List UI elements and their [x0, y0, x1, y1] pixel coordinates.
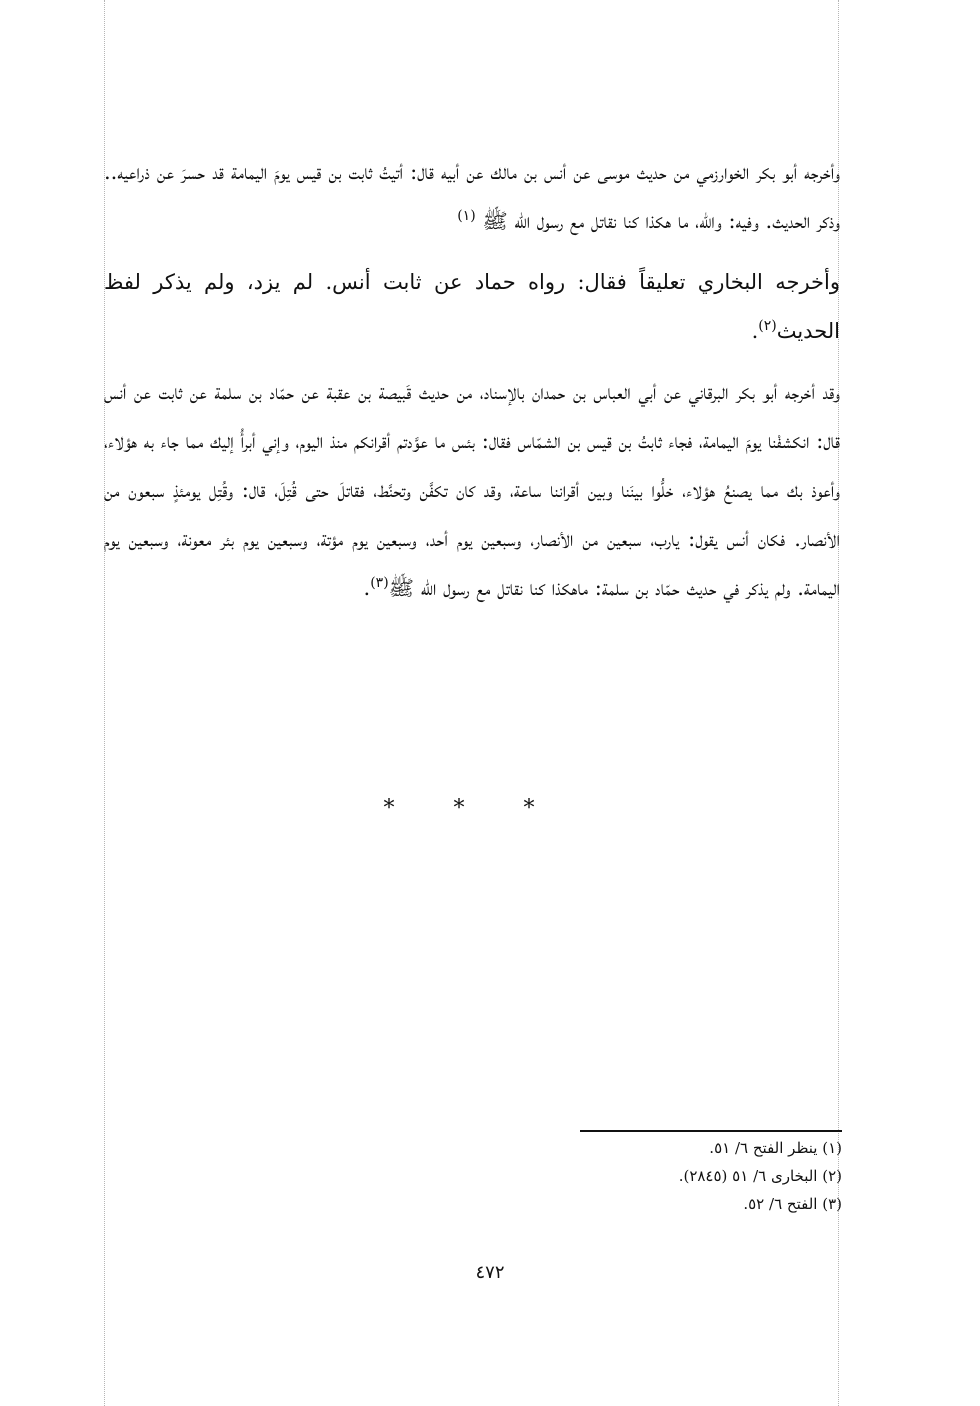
- main-text: [104, 148, 840, 625]
- paragraph-2: [104, 258, 840, 356]
- footnote-ref-3[interactable]: (٣): [370, 575, 389, 591]
- footnotes: [460, 1134, 842, 1218]
- paragraph-1: [104, 148, 840, 246]
- section-separator: * * *: [383, 796, 561, 821]
- page-number: ٤٧٢: [475, 1262, 505, 1283]
- footnote-divider: [580, 1130, 842, 1132]
- paragraph-2-end-dot: .: [751, 319, 759, 343]
- footnote-2: (٢) البخارى ٦/ ٥١ (٢٨٤٥).: [678, 1167, 842, 1185]
- footnote-ref-1[interactable]: (١): [457, 208, 476, 224]
- paragraph-3: [104, 368, 840, 613]
- paragraph-1-text: وأخرجه أبو بكر الخوارزمي من حديث موسى عن أنس بن مالك عن أبيه قال: أتيتُ ثابت بن قيس يومَ اليمامة قد حسرَ عن ذراعيه.. وذكر الحديث. وفيه: والله، ما هكذا كنا نقاتل مع رسول الله ﷺ: [104, 160, 840, 233]
- paragraph-3-end-dot: .: [363, 576, 371, 600]
- footnote-ref-2[interactable]: (٢): [758, 318, 777, 334]
- footnote-3: (٣) الفتح ٦/ ٥٢.: [743, 1195, 842, 1213]
- paragraph-3-text: وقد أخرجه أبو بكر البرقاني عن أبي العباس بن حمدان بالإسناد، من حديث قَبيصة بن عقبة عن حمّاد بن سلمة عن ثابت عن أنس قال: انكشفْنا يومَ اليمامة، فجاء ثابتُ بن قيس بن الشمّاس فقال: بئس ما عوَّدتم أقرانكم منذ اليوم، وإني أبرأُ إليك مما جاء به هؤلاء، وأعوذ بك مما يصنعُ هؤلاء، خلُّوا بينَنا وبين أقراننا ساعة، وقد كان تكفَّن وتحنَّط، فقاتلَ حتى قُتِلَ، قال: وقُتِل يومئذٍ سبعون من الأنصار. فكان أنس يقول: يارب، سبعين من الأنصار، وسبعين يوم أحد، وسبعين يوم مؤتة، وسبعين يوم بئر معونة، وسبعين يوم اليمامة. ولم يذكر في حديث حمّاد بن سلمة: ماهكذا كنا نقاتل مع رسول الله ﷺ: [104, 380, 840, 600]
- footnote-1: (١) ينظر الفتح ٦/ ٥١.: [709, 1139, 842, 1157]
- paragraph-2-text: وأخرجه البخاري تعليقاً فقال: رواه حماد عن ثابت أنس. لم يزد، ولم يذكر لفظ الحديث: [104, 270, 840, 343]
